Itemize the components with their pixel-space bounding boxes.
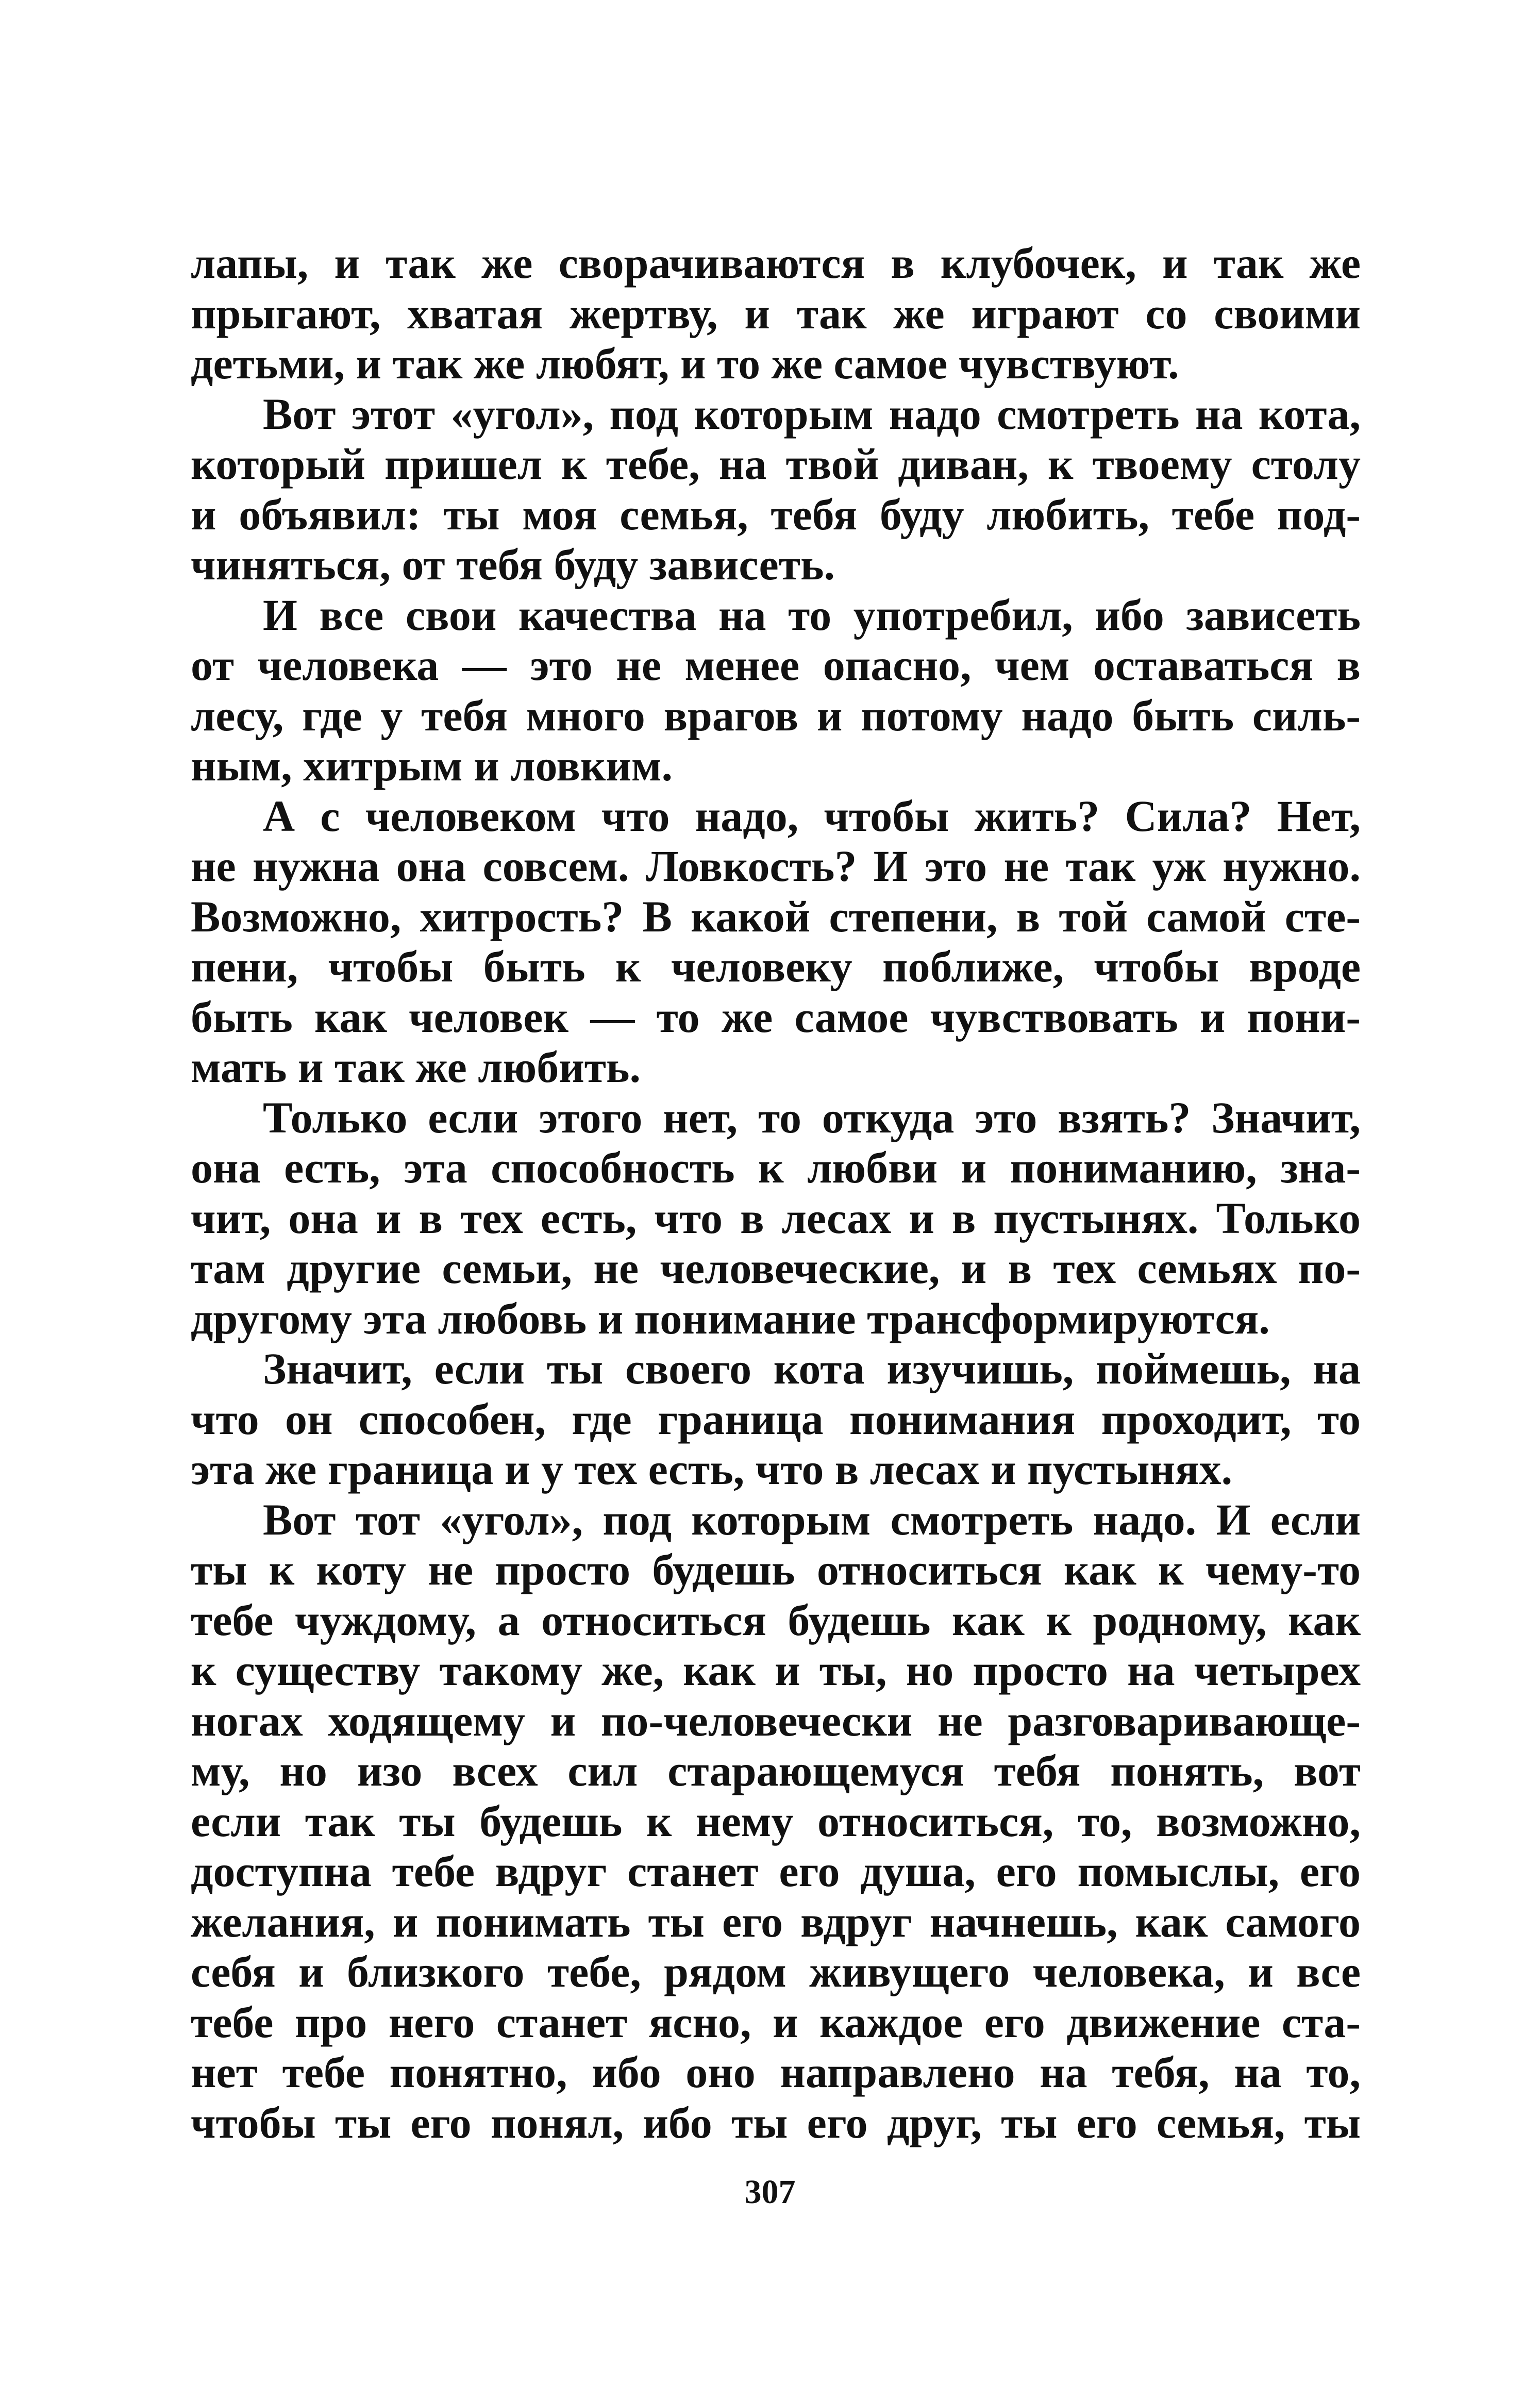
text-line: доступна тебе вдруг станет его душа, его помыслы, его (191, 1846, 1361, 1896)
text-line: А с человеком что надо, чтобы жить? Сила? Нет, (263, 791, 1361, 841)
text-line: ным, хитрым и ловким. (191, 741, 673, 790)
text-line: лапы, и так же сворачиваются в клубочек, и так же (191, 238, 1361, 288)
text-line: Значит, если ты своего кота изучишь, поймешь, на (263, 1344, 1361, 1393)
text-line: ты к коту не просто будешь относиться как к чему-то (191, 1545, 1361, 1594)
text-line: если так ты будешь к нему относиться, то, возможно, (191, 1796, 1361, 1846)
text-line: к существу такому же, как и ты, но просто на четырех (191, 1645, 1361, 1695)
text-line: Только если этого нет, то откуда это взять? Значит, (263, 1092, 1361, 1142)
text-line: пени, чтобы быть к человеку поближе, чтобы вроде (191, 942, 1361, 991)
text-line: тебе чуждому, а относиться будешь как к родному, как (191, 1595, 1361, 1645)
text-line: ногах ходящему и по-человечески не разговаривающе- (191, 1695, 1361, 1745)
text-line: му, но изо всех сил старающемуся тебя понять, вот (191, 1746, 1361, 1795)
text-line: быть как человек — то же самое чувствовать и пони- (191, 992, 1361, 1042)
text-line: себя и близкого тебе, рядом живущего человека, и все (191, 1947, 1361, 1996)
text-line: мать и так же любить. (191, 1042, 641, 1092)
text-line: который пришел к тебе, на твой диван, к твоему столу (191, 439, 1361, 489)
text-line: чтобы ты его понял, ибо ты его друг, ты его семья, ты (191, 2097, 1361, 2147)
text-line: прыгают, хватая жертву, и так же играют со своими (191, 288, 1361, 338)
text-line: от человека — это не менее опасно, чем оставаться в (191, 640, 1361, 690)
body-text (191, 238, 1361, 2148)
text-line: И все свои качества на то употребил, ибо зависеть (263, 590, 1361, 640)
text-line: лесу, где у тебя много врагов и потому надо быть силь- (191, 690, 1361, 740)
text-line: Вот этот «угол», под которым надо смотреть на кота, (263, 389, 1361, 439)
text-line: другому эта любовь и понимание трансформируются. (191, 1293, 1270, 1343)
page-number: 307 (744, 2173, 796, 2211)
text-line: и объявил: ты моя семья, тебя буду любить, тебе под- (191, 489, 1361, 539)
text-line: тебе про него станет ясно, и каждое его движение ста- (191, 1997, 1361, 2047)
text-line: она есть, эта способность к любви и пониманию, зна- (191, 1143, 1361, 1192)
text-line: чит, она и в тех есть, что в лесах и в пустынях. Только (191, 1193, 1361, 1243)
text-line: не нужна она совсем. Ловкость? И это не так уж нужно. (191, 841, 1361, 891)
text-line: что он способен, где граница понимания проходит, то (191, 1394, 1361, 1444)
text-line: нет тебе понятно, ибо оно направлено на тебя, на то, (191, 2047, 1361, 2097)
text-line: Вот тот «угол», под которым смотреть надо. И если (263, 1494, 1361, 1544)
text-line: там другие семьи, не человеческие, и в тех семьях по- (191, 1243, 1361, 1293)
text-line: желания, и понимать ты его вдруг начнешь, как самого (191, 1896, 1361, 1946)
text-line: Возможно, хитрость? В какой степени, в той самой сте- (191, 891, 1361, 941)
text-line: эта же граница и у тех есть, что в лесах и пустынях. (191, 1444, 1233, 1494)
text-line: детьми, и так же любят, и то же самое чувствуют. (191, 339, 1179, 388)
text-line: чиняться, от тебя буду зависеть. (191, 540, 835, 589)
